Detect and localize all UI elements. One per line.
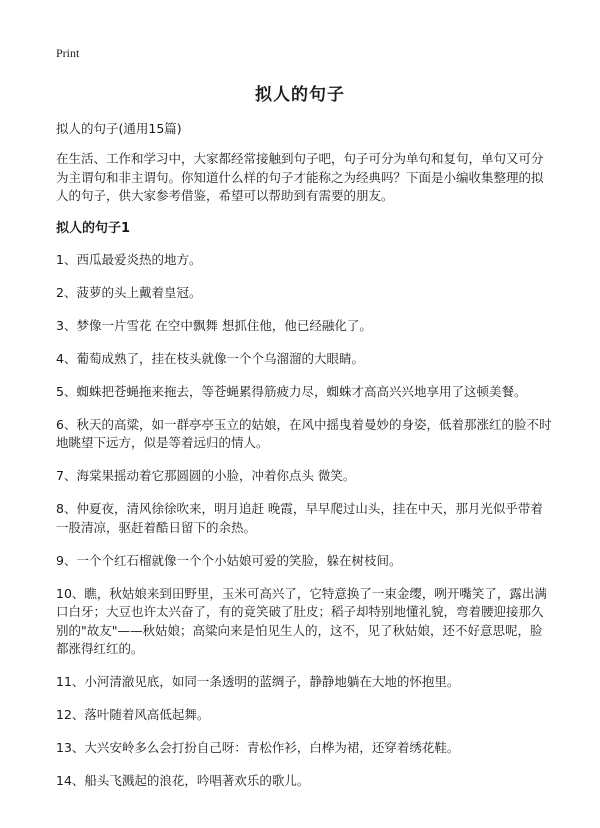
sentence-list bbox=[56, 251, 552, 791]
sentence-item: 5、蜘蛛把苍蝇拖来拖去，等苍蝇累得筋疲力尽，蜘蛛才高高兴兴地享用了这顿美餐。 bbox=[56, 383, 527, 399]
sentence-item: 6、秋天的高粱，如一群亭亭玉立的姑娘，在风中摇曳着曼妙的身姿，低着那涨红的脸不时地眺望下远方，似是等着远归的情人。 bbox=[56, 416, 552, 450]
sentence-item: 13、大兴安岭多么会打扮自己呀：青松作衫，白桦为裙，还穿着绣花鞋。 bbox=[56, 740, 460, 755]
section-heading: 拟人的句子1 bbox=[56, 220, 131, 236]
sentence-item: 11、小河清澈见底，如同一条透明的蓝绸子，静静地躺在大地的怀抱里。 bbox=[56, 674, 460, 689]
sentence-item: 14、船头飞溅起的浪花，吟唱著欢乐的歌儿。 bbox=[56, 773, 310, 788]
sentence-item: 9、一个个红石榴就像一个个小姑娘可爱的笑脸，躲在树枝间。 bbox=[56, 552, 402, 568]
sentence-item: 12、落叶随着风高低起舞。 bbox=[56, 707, 210, 722]
sentence-item: 8、仲夏夜，清风徐徐吹来，明月追赶 晚霞，早早爬过山头，挂在中天，那月光似乎带着一股清凉，驱赶着酷日留下的余热。 bbox=[56, 501, 543, 535]
sentence-item: 10、瞧，秋姑娘来到田野里，玉米可高兴了，它特意换了一束金缨，咧开嘴笑了，露出满口白牙；大豆也许太兴奋了，有的竟笑破了肚皮；稻子却特别地懂礼貌，弯着腰迎接那久别的"故友"——秋姑娘；高粱向来是怕见生人的，这不，见了秋姑娘，还不好意思呢，脸都涨得红红的。 bbox=[56, 585, 547, 656]
sentence-item: 4、葡萄成熟了，挂在枝头就像一个个乌溜溜的大眼睛。 bbox=[56, 350, 364, 366]
sentence-item: 1、西瓜最爱炎热的地方。 bbox=[56, 251, 202, 267]
sentence-item: 3、梦像一片雪花 在空中飘舞 想抓住他，他已经融化了。 bbox=[56, 317, 372, 333]
sentence-item: 2、菠萝的头上戴着皇冠。 bbox=[56, 284, 202, 300]
document-body bbox=[56, 120, 552, 805]
print-link[interactable]: Print bbox=[56, 46, 80, 60]
intro-paragraph: 在生活、工作和学习中，大家都经常接触到句子吧，句子可分为单句和复句，单句又可分为主谓句和非主谓句。你知道什么样的句子才能称之为经典吗？下面是小编收集整理的拟人的句子，供大家参考借鉴，希望可以帮助到有需要的朋友。 bbox=[56, 151, 544, 203]
sentence-item: 7、海棠果摇动着它那圆圆的小脸，冲着你点头 微笑。 bbox=[56, 468, 356, 483]
document-subtitle: 拟人的句子(通用15篇) bbox=[56, 121, 182, 136]
page-title: 拟人的句子 bbox=[255, 85, 345, 105]
